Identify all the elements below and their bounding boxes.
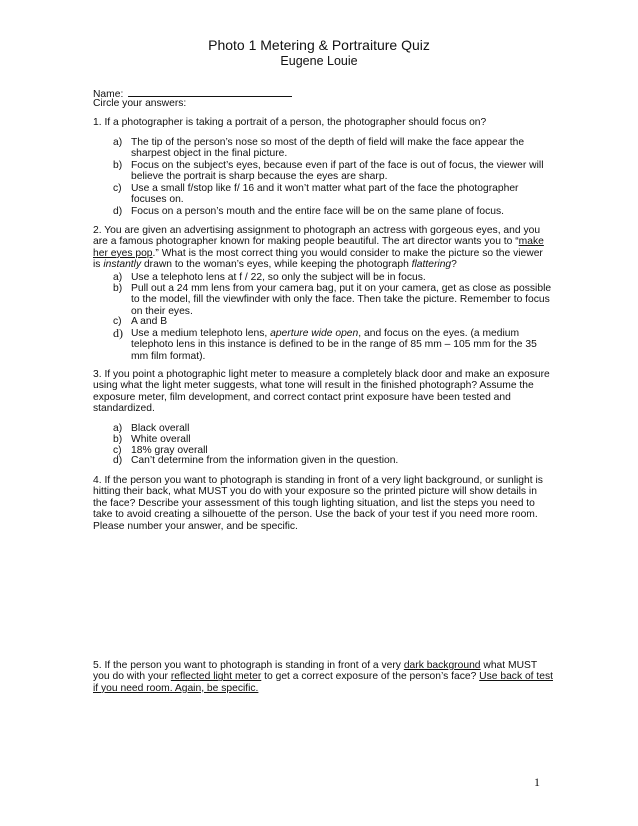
question-1-option-d bbox=[113, 206, 553, 217]
document-title: Photo 1 Metering & Portraiture Quiz bbox=[208, 37, 430, 53]
question-1-option-a bbox=[113, 137, 553, 160]
page-number: 1 bbox=[534, 775, 540, 789]
option-label: c) bbox=[113, 316, 122, 327]
option-text: Focus on the subject’s eyes, because even if part of the face is out of focus, the viewer will believe the portrait is sharp because the eyes are sharp. bbox=[131, 160, 544, 183]
name-label: Name: bbox=[93, 89, 124, 100]
question-3-option-b bbox=[113, 434, 553, 445]
question-2-text bbox=[93, 225, 553, 271]
question-2-option-d bbox=[113, 328, 553, 362]
q5-underlined-phrase: dark background bbox=[403, 660, 481, 671]
option-text-part: Use a medium telephoto lens, bbox=[131, 328, 271, 339]
q5-underlined-phrase: Use back of test if you need room. Again, be specific. bbox=[93, 671, 553, 694]
option-label: c) bbox=[113, 183, 122, 194]
question-1-option-b bbox=[113, 160, 553, 183]
q2-text-part: ? bbox=[451, 259, 457, 271]
option-text: Pull out a 24 mm lens from your camera bag, put it on your camera, get as close as possible to the model, fill the viewfinder with only the face. Then take the picture. Remember to focus on their eyes. bbox=[131, 283, 552, 317]
option-label: a) bbox=[113, 137, 123, 148]
option-label: a) bbox=[113, 272, 123, 283]
question-2-option-a bbox=[113, 272, 553, 283]
question-3-option-d bbox=[113, 455, 553, 466]
option-label: a) bbox=[113, 423, 123, 434]
option-text: Black overall bbox=[131, 423, 190, 434]
question-2-option-b bbox=[113, 283, 553, 317]
option-text: 18% gray overall bbox=[131, 445, 208, 456]
q5-text-part: 5. If the person you want to photograph is standing in front of a very bbox=[93, 660, 404, 671]
q2-text-part: .” What is the most correct thing you would consider to make the picture so the viewer is bbox=[93, 247, 543, 271]
question-3-text: 3. If you point a photographic light meter to measure a completely black door and make an exposure using what the light meter suggests, what tone will result in the finished photograph? Assume the exposure meter, film development, and correct contact print exposure have been tested and standardized. bbox=[93, 369, 550, 415]
option-text: A and B bbox=[131, 316, 168, 327]
question-1-text: 1. If a photographer is taking a portrait of a person, the photographer should focus on? bbox=[93, 117, 487, 128]
q5-text-part: to get a correct exposure of the person’s face? bbox=[261, 671, 480, 683]
option-italic-phrase: aperture wide open bbox=[270, 328, 359, 339]
q2-text-part: 2. You are given an advertising assignment to photograph an actress with gorgeous eyes, and you are a famous photographer known for making people beautiful. The art director wants you to “ bbox=[93, 225, 541, 248]
q2-italic-word: instantly bbox=[103, 259, 142, 271]
document-author: Eugene Louie bbox=[280, 54, 358, 68]
q5-underlined-phrase: reflected light meter bbox=[170, 671, 262, 683]
option-text: The tip of the person’s nose so most of the depth of field will make the face appear the sharpest object in the final picture. bbox=[131, 137, 525, 160]
option-label: d) bbox=[113, 326, 123, 340]
option-text: Focus on a person’s mouth and the entire face will be on the same plane of focus. bbox=[131, 206, 505, 217]
question-1-option-c bbox=[113, 183, 553, 206]
option-text: White overall bbox=[131, 434, 191, 445]
q2-text-part: drawn to the woman’s eyes, while keeping the photograph bbox=[141, 259, 412, 271]
option-text: Can’t determine from the information given in the question. bbox=[131, 455, 399, 466]
q2-underlined-phrase: make her eyes pop bbox=[93, 236, 544, 259]
instructions: Circle your answers: bbox=[93, 98, 187, 109]
name-blank bbox=[128, 87, 292, 97]
option-label: d) bbox=[113, 455, 123, 466]
question-2-option-c bbox=[113, 316, 553, 327]
option-text-part: , and focus on the eyes. (a medium telephoto lens in this instance is defined to be in the range of 85 mm – 105 mm for the 35 mm film format). bbox=[131, 328, 537, 362]
q5-text-part: what MUST you do with your bbox=[93, 660, 537, 683]
q2-italic-word: flattering bbox=[411, 259, 452, 271]
option-text: Use a small f/stop like f/ 16 and it won’t matter what part of the face the photographer focuses on. bbox=[131, 183, 519, 206]
option-label: b) bbox=[113, 160, 123, 171]
option-label: d) bbox=[113, 206, 123, 217]
option-label: b) bbox=[113, 283, 123, 294]
option-label: c) bbox=[113, 445, 122, 456]
option-label: b) bbox=[113, 434, 123, 445]
question-3-option-a bbox=[113, 423, 553, 434]
option-text: Use a telephoto lens at f / 22, so only the subject will be in focus. bbox=[131, 272, 426, 283]
option-text bbox=[113, 328, 553, 362]
question-5-text bbox=[93, 660, 553, 694]
question-4-text: 4. If the person you want to photograph is standing in front of a very light background, or sunlight is hitting their back, what MUST you do with your exposure so the printed picture will show details in the face? Describe your assessment of this tough lighting situation, and list the steps you need to take to avoid creating a silhouette of the person. Use the back of your test if you need more room. Please number your answer, and be specific. bbox=[93, 475, 543, 532]
